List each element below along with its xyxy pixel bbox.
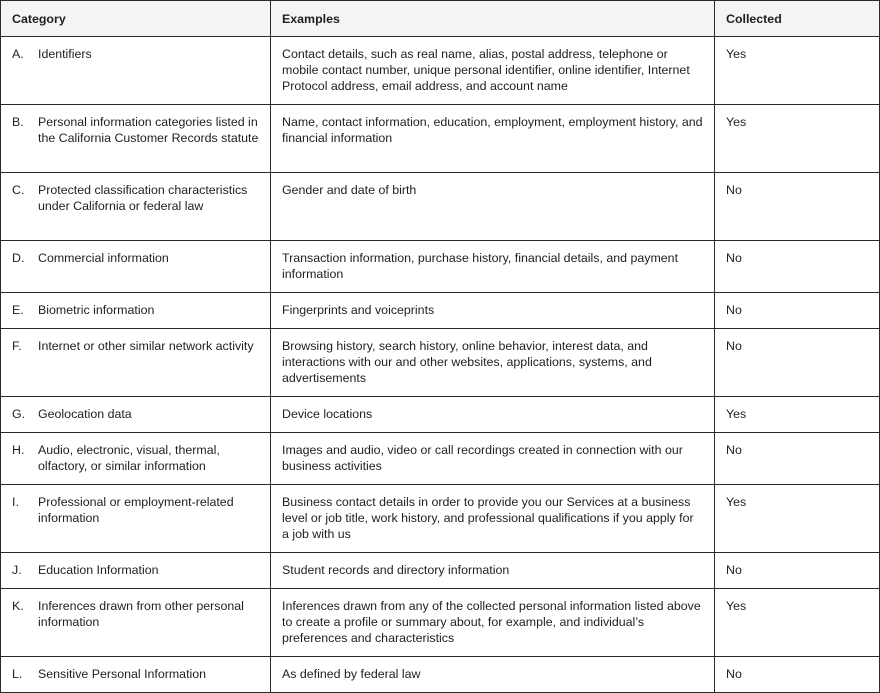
category-cell	[1, 241, 271, 293]
row-letter: L.	[12, 667, 23, 681]
examples-cell: Fingerprints and voiceprints	[271, 293, 715, 329]
category-cell	[1, 657, 271, 693]
category-label: Personal information categories listed in the California Customer Records statute	[38, 115, 259, 145]
header-examples: Examples	[271, 1, 715, 37]
category-cell	[1, 329, 271, 397]
collected-cell: No	[715, 173, 880, 241]
examples-cell: Gender and date of birth	[271, 173, 715, 241]
table-row	[1, 397, 880, 433]
category-label: Commercial information	[38, 251, 169, 265]
examples-cell: Name, contact information, education, employment, employment history, and financial information	[271, 105, 715, 173]
category-cell	[1, 553, 271, 589]
examples-cell: Business contact details in order to provide you our Services at a business level or job title, work history, and professional qualifications if you apply for a job with us	[271, 485, 715, 553]
table-row	[1, 485, 880, 553]
category-label: Professional or employment-related information	[38, 495, 234, 525]
category-label: Biometric information	[38, 303, 155, 317]
collected-cell: No	[715, 329, 880, 397]
collected-cell: No	[715, 293, 880, 329]
table-row	[1, 37, 880, 105]
table-row	[1, 293, 880, 329]
examples-cell: Device locations	[271, 397, 715, 433]
row-letter: G.	[12, 407, 26, 421]
row-letter: C.	[12, 183, 25, 197]
examples-cell: Student records and directory information	[271, 553, 715, 589]
table-row	[1, 105, 880, 173]
collected-cell: Yes	[715, 105, 880, 173]
row-letter: H.	[12, 443, 25, 457]
category-label: Geolocation data	[38, 407, 132, 421]
examples-cell: Transaction information, purchase history, financial details, and payment information	[271, 241, 715, 293]
row-letter: K.	[12, 599, 24, 613]
category-label: Audio, electronic, visual, thermal, olfactory, or similar information	[38, 443, 220, 473]
category-cell	[1, 589, 271, 657]
collected-cell: Yes	[715, 589, 880, 657]
table-row	[1, 657, 880, 693]
category-cell	[1, 433, 271, 485]
collected-cell: Yes	[715, 397, 880, 433]
examples-cell: Images and audio, video or call recordings created in connection with our business activities	[271, 433, 715, 485]
category-cell	[1, 397, 271, 433]
table-row	[1, 433, 880, 485]
table-row	[1, 241, 880, 293]
category-cell	[1, 293, 271, 329]
examples-cell: Inferences drawn from any of the collected personal information listed above to create a profile or summary about, for example, and individual’s preferences and characteristics	[271, 589, 715, 657]
collected-cell: Yes	[715, 37, 880, 105]
category-label: Education Information	[38, 563, 159, 577]
table-row	[1, 329, 880, 397]
category-label: Inferences drawn from other personal information	[38, 599, 244, 629]
row-letter: E.	[12, 303, 24, 317]
table-row	[1, 553, 880, 589]
category-label: Identifiers	[38, 47, 92, 61]
examples-cell: Browsing history, search history, online behavior, interest data, and interactions with our and other websites, applications, systems, and advertisements	[271, 329, 715, 397]
category-cell	[1, 485, 271, 553]
category-cell	[1, 105, 271, 173]
row-letter: J.	[12, 563, 22, 577]
examples-cell: Contact details, such as real name, alias, postal address, telephone or mobile contact number, unique personal identifier, online identifier, Internet Protocol address, email address, and account name	[271, 37, 715, 105]
collected-cell: No	[715, 657, 880, 693]
examples-cell: As defined by federal law	[271, 657, 715, 693]
collected-cell: No	[715, 241, 880, 293]
collected-cell: Yes	[715, 485, 880, 553]
row-letter: F.	[12, 339, 22, 353]
header-category: Category	[1, 1, 271, 37]
header-collected: Collected	[715, 1, 880, 37]
category-label: Sensitive Personal Information	[38, 667, 207, 681]
category-cell	[1, 173, 271, 241]
table-row	[1, 173, 880, 241]
category-label: Protected classification characteristics under California or federal law	[38, 183, 248, 213]
row-letter: B.	[12, 115, 24, 129]
row-letter: D.	[12, 251, 25, 265]
category-cell	[1, 37, 271, 105]
table-header-row	[1, 1, 880, 37]
table-row	[1, 589, 880, 657]
collected-cell: No	[715, 553, 880, 589]
row-letter: I.	[12, 495, 19, 509]
category-label: Internet or other similar network activity	[38, 339, 254, 353]
row-letter: A.	[12, 47, 24, 61]
collected-cell: No	[715, 433, 880, 485]
